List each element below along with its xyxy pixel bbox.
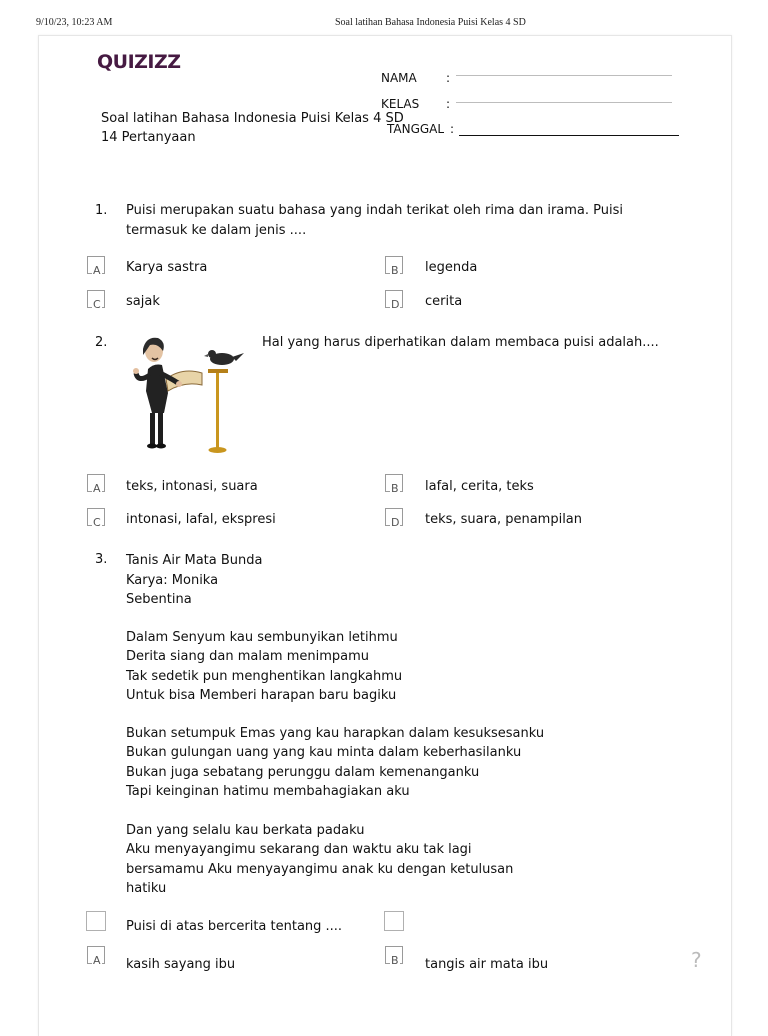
question-1-number: 1.	[95, 203, 108, 218]
print-doc-title: Soal latihan Bahasa Indonesia Puisi Kelas 4 SD	[335, 17, 526, 28]
question-2-text: Hal yang harus diperhatikan dalam membaca puisi adalah....	[262, 335, 659, 350]
nama-label: NAMA	[381, 71, 417, 85]
poem-author-line-1: Karya: Monika	[126, 573, 219, 588]
question-3-number: 3.	[95, 552, 108, 567]
q2-option-d-letter: D	[391, 516, 400, 529]
kelas-label: KELAS	[381, 97, 420, 111]
poem-title: Tanis Air Mata Bunda	[126, 553, 263, 568]
print-datetime: 9/10/23, 10:23 AM	[36, 17, 113, 28]
q1-option-d-checkbox[interactable]	[385, 290, 403, 311]
poem-stanza-1: Dalam Senyum kau sembunyikan letihmu Derita siang dan malam menimpamu Tak sedetik pun menghentikan langkahmu Untuk bisa Memberi harapan baru bagiku	[126, 630, 403, 703]
kelas-separator: :	[446, 97, 451, 111]
q2-option-d-text: teks, suara, penampilan	[425, 512, 583, 527]
q1-option-c-text: sajak	[126, 294, 160, 309]
question-mark-icon[interactable]: ?	[691, 948, 702, 972]
tanggal-line[interactable]	[459, 135, 679, 136]
question-1-text: Puisi merupakan suatu bahasa yang indah terikat oleh rima dan irama. Puisi termasuk ke dalam jenis ....	[126, 203, 624, 238]
q2-option-c-letter: C	[93, 516, 101, 529]
q1-option-c-letter: C	[93, 298, 101, 311]
q2-option-c-checkbox[interactable]	[87, 508, 105, 529]
kelas-line[interactable]	[456, 102, 672, 103]
poem-stanza-3: Dan yang selalu kau berkata padaku Aku menyayangimu sekarang dan waktu aku tak lagi bersamamu Aku menyayangimu anak ku dengan ketulusan hatiku	[126, 823, 514, 896]
q2-option-a-checkbox[interactable]	[87, 474, 105, 495]
q1-option-b-text: legenda	[425, 260, 478, 275]
q3-option-a-letter: A	[93, 954, 101, 967]
q3-option-a-text: kasih sayang ibu	[126, 957, 236, 972]
nama-separator: :	[446, 71, 451, 85]
q3-option-b-checkbox[interactable]	[385, 946, 403, 967]
q2-option-b-checkbox[interactable]	[385, 474, 403, 495]
nama-line[interactable]	[456, 75, 672, 76]
q2-option-d-checkbox[interactable]	[385, 508, 403, 529]
q1-option-b-letter: B	[391, 264, 399, 277]
tanggal-separator: :	[450, 122, 455, 136]
q1-option-a-letter: A	[93, 264, 101, 277]
q1-option-b-checkbox[interactable]	[385, 256, 403, 277]
q3-option-a-checkbox[interactable]	[87, 946, 105, 967]
poem-author-line-2: Sebentina	[126, 592, 192, 607]
quiz-title: Soal latihan Bahasa Indonesia Puisi Kelas 4 SD	[101, 111, 404, 126]
q2-option-a-letter: A	[93, 482, 101, 495]
q3-prompt-right-box[interactable]	[384, 911, 404, 931]
poem-stanza-2: Bukan setumpuk Emas yang kau harapkan dalam kesuksesanku Bukan gulungan uang yang kau minta dalam keberhasilanku Bukan juga sebatang perunggu dalam kemenanganku Tapi keinginan hatimu membahagiakan aku	[126, 726, 545, 799]
q3-option-b-letter: B	[391, 954, 399, 967]
q2-option-b-text: lafal, cerita, teks	[425, 479, 534, 494]
q1-option-c-checkbox[interactable]	[87, 290, 105, 311]
q3-option-b-text: tangis air mata ibu	[425, 957, 549, 972]
q1-option-a-checkbox[interactable]	[87, 256, 105, 277]
q2-option-c-text: intonasi, lafal, ekspresi	[126, 512, 276, 527]
question-2-number: 2.	[95, 335, 108, 350]
q2-option-a-text: teks, intonasi, suara	[126, 479, 258, 494]
q3-prompt-left-box[interactable]	[86, 911, 106, 931]
poetry-reader-illustration	[128, 333, 274, 457]
question-3-text: Puisi di atas bercerita tentang ....	[126, 919, 343, 934]
q1-option-a-text: Karya sastra	[126, 260, 208, 275]
q2-option-b-letter: B	[391, 482, 399, 495]
q1-option-d-letter: D	[391, 298, 400, 311]
question-count: 14 Pertanyaan	[101, 130, 196, 145]
q1-option-d-text: cerita	[425, 294, 463, 309]
tanggal-label: TANGGAL	[387, 122, 445, 136]
quizizz-logo: QUIZIZZ	[97, 51, 181, 73]
